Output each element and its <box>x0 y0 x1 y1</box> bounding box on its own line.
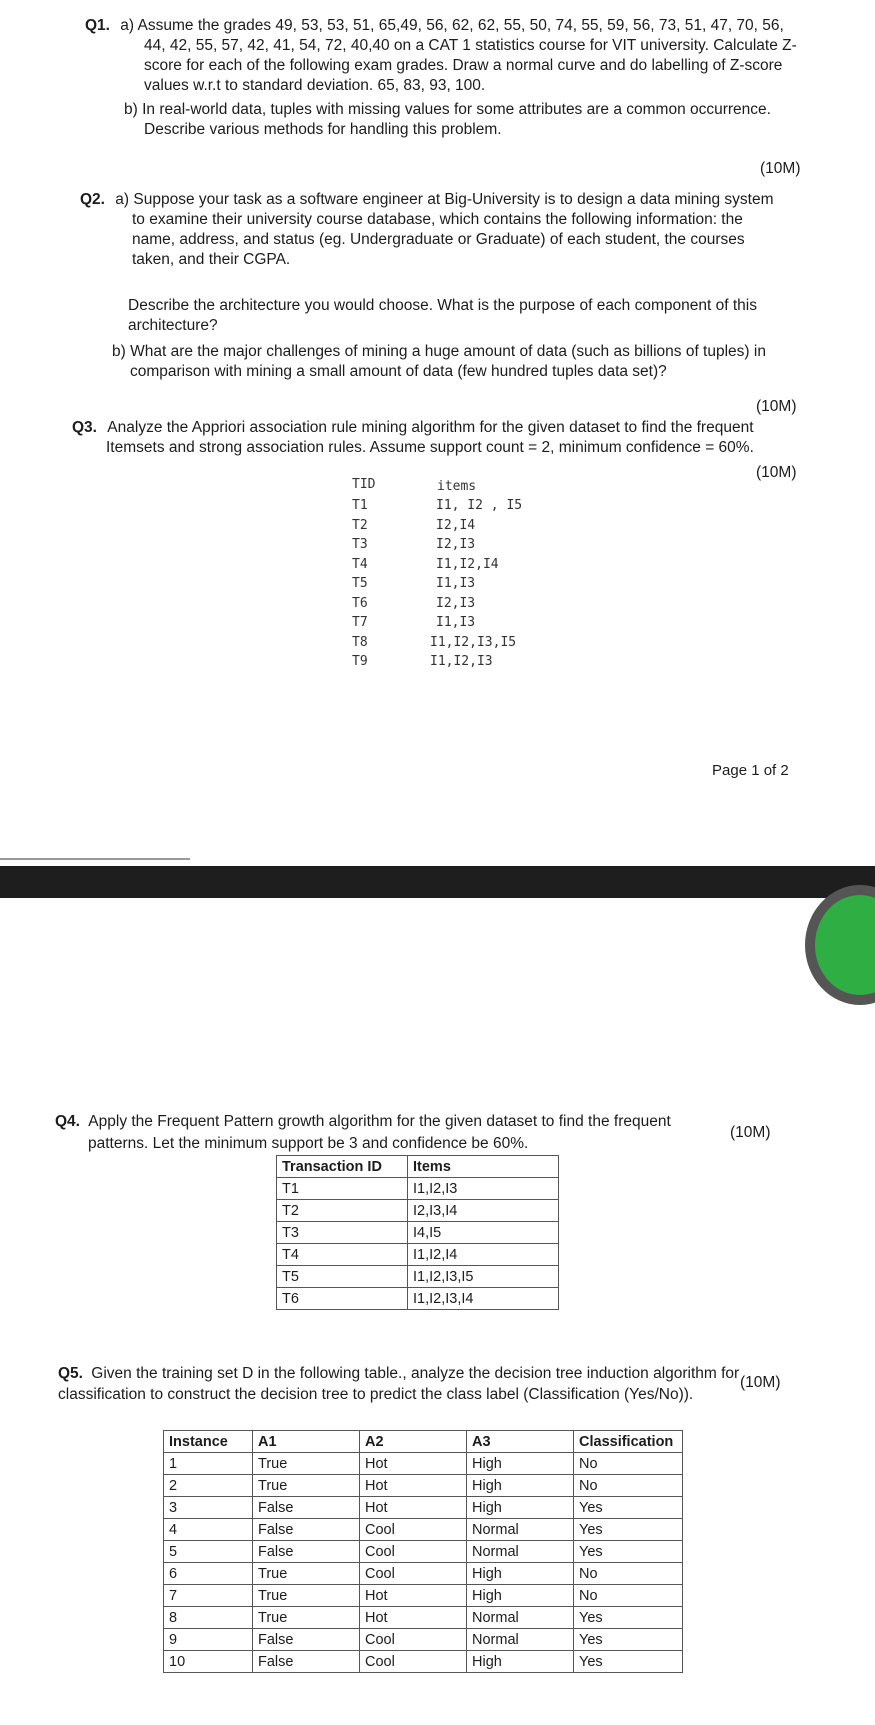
q5-block <box>58 1364 858 1383</box>
q5-cell: Yes <box>574 1519 683 1541</box>
q5-cell: False <box>253 1651 360 1673</box>
q4-cell: I1,I2,I3 <box>408 1178 559 1200</box>
q5-cell: Yes <box>574 1607 683 1629</box>
q5-cell: 5 <box>164 1541 253 1563</box>
q4-cell: T3 <box>277 1222 408 1244</box>
q5-cell: Cool <box>360 1629 467 1651</box>
q1-a-line1: a) Assume the grades 49, 53, 53, 51, 65,49, 56, 62, 62, 55, 50, 74, 55, 59, 56, 73, 51, 47, 70, 56, <box>120 17 784 34</box>
q3-row-tid: T6 <box>352 595 368 611</box>
q4-label: Q4. <box>55 1113 80 1130</box>
q5-cell: 2 <box>164 1475 253 1497</box>
q5-cell: True <box>253 1563 360 1585</box>
green-circle-icon <box>805 885 875 1005</box>
table-row <box>164 1585 683 1607</box>
q1-a-line2: 44, 42, 55, 57, 42, 41, 54, 72, 40,40 on a CAT 1 statistics course for VIT university. Calculate Z- <box>144 37 797 54</box>
q4-table <box>276 1155 559 1310</box>
q5-cell: Hot <box>360 1607 467 1629</box>
q5-cell: 10 <box>164 1651 253 1673</box>
q2-a-line5: Describe the architecture you would choose. What is the purpose of each component of this <box>128 297 757 314</box>
q3-col-items: items <box>437 479 477 494</box>
q4-cell: T5 <box>277 1266 408 1288</box>
q3-row-items: I2,I3 <box>436 595 476 611</box>
q3-row-items: I1,I2,I3 <box>430 654 493 669</box>
q5-cell: True <box>253 1475 360 1497</box>
q5-cell: No <box>574 1563 683 1585</box>
q2-a-line4: taken, and their CGPA. <box>132 251 291 268</box>
page-footer: Page 1 of 2 <box>712 762 789 779</box>
q2-a-line1: a) Suppose your task as a software engineer at Big-University is to design a data mining system <box>115 191 774 208</box>
table-row <box>277 1200 559 1222</box>
q5-cell: Hot <box>360 1453 467 1475</box>
q2-marks: (10M) <box>756 398 797 415</box>
q5-cell: True <box>253 1453 360 1475</box>
table-row <box>164 1607 683 1629</box>
q4-header-cell: Items <box>408 1156 559 1178</box>
q3-row-tid: T8 <box>352 634 368 650</box>
q1-block <box>85 16 825 35</box>
table-row <box>164 1475 683 1497</box>
q5-line2: classification to construct the decision tree to predict the class label (Classification (Yes/No)). <box>58 1386 694 1403</box>
q5-cell: Cool <box>360 1563 467 1585</box>
q4-cell: T4 <box>277 1244 408 1266</box>
q5-cell: Normal <box>467 1519 574 1541</box>
table-row <box>277 1178 559 1200</box>
q5-cell: 9 <box>164 1629 253 1651</box>
page-divider <box>0 866 875 898</box>
q4-cell: T2 <box>277 1200 408 1222</box>
q3-row-tid: T1 <box>352 498 368 513</box>
q5-label: Q5. <box>58 1365 83 1382</box>
q3-row-items: I2,I3 <box>436 537 476 552</box>
q4-header-cell: Transaction ID <box>277 1156 408 1178</box>
q5-cell: High <box>467 1497 574 1519</box>
q3-row-items: I1,I2,I3,I5 <box>430 634 517 650</box>
q5-cell: 3 <box>164 1497 253 1519</box>
q5-cell: True <box>253 1585 360 1607</box>
q2-b-line1: b) What are the major challenges of mining a huge amount of data (such as billions of tuples) in <box>112 343 766 360</box>
q3-row-items: I2,I4 <box>436 517 476 533</box>
table-row <box>164 1629 683 1651</box>
q4-cell: I1,I2,I3,I5 <box>408 1266 559 1288</box>
q2-label: Q2. <box>80 191 105 208</box>
q1-a-line3: score for each of the following exam grades. Draw a normal curve and do labelling of Z-score <box>144 57 783 74</box>
q3-label: Q3. <box>72 419 97 436</box>
q5-cell: False <box>253 1519 360 1541</box>
q3-col-tid: TID <box>352 477 376 492</box>
q2-a-line2: to examine their university course database, which contains the following information: the <box>132 211 743 228</box>
q5-cell: 4 <box>164 1519 253 1541</box>
q5-cell: False <box>253 1497 360 1519</box>
q2-a-line6: architecture? <box>128 317 218 334</box>
q5-cell: High <box>467 1585 574 1607</box>
q5-cell: 7 <box>164 1585 253 1607</box>
q5-cell: High <box>467 1475 574 1497</box>
q5-cell: No <box>574 1453 683 1475</box>
q5-cell: Hot <box>360 1475 467 1497</box>
q3-row-tid: T5 <box>352 576 368 591</box>
table-row <box>164 1541 683 1563</box>
q4-line2: patterns. Let the minimum support be 3 and confidence be 60%. <box>88 1135 529 1152</box>
q1-b-line2: Describe various methods for handling this problem. <box>144 121 502 138</box>
q4-block <box>55 1112 735 1131</box>
q5-cell: Normal <box>467 1541 574 1563</box>
q5-cell: Hot <box>360 1497 467 1519</box>
q5-cell: Yes <box>574 1651 683 1673</box>
table-row <box>164 1563 683 1585</box>
q5-cell: Cool <box>360 1651 467 1673</box>
q5-cell: Normal <box>467 1607 574 1629</box>
q5-cell: 1 <box>164 1453 253 1475</box>
q5-cell: Yes <box>574 1497 683 1519</box>
q5-cell: Yes <box>574 1629 683 1651</box>
q3-row-items: I1, I2 , I5 <box>436 498 523 513</box>
q2-b-line2: comparison with mining a small amount of data (few hundred tuples data set)? <box>130 363 667 380</box>
q4-cell: I2,I3,I4 <box>408 1200 559 1222</box>
table-row <box>277 1244 559 1266</box>
q5-cell: High <box>467 1453 574 1475</box>
q4-cell: I1,I2,I4 <box>408 1244 559 1266</box>
table-row <box>164 1497 683 1519</box>
q5-header-cell: A1 <box>253 1431 360 1453</box>
q5-cell: High <box>467 1563 574 1585</box>
q3-block <box>72 418 852 437</box>
q1-label: Q1. <box>85 17 110 34</box>
q4-cell: I1,I2,I3,I4 <box>408 1288 559 1310</box>
q3-row-items: I1,I2,I4 <box>436 556 499 572</box>
q4-line1: Apply the Frequent Pattern growth algorithm for the given dataset to find the frequent <box>88 1113 671 1130</box>
q5-header-cell: Classification <box>574 1431 683 1453</box>
q3-row-tid: T4 <box>352 556 368 572</box>
scan-edge <box>0 858 190 860</box>
q1-a-line4: values w.r.t to standard deviation. 65, 83, 93, 100. <box>144 77 486 94</box>
q5-header-cell: A2 <box>360 1431 467 1453</box>
q3-line2: Itemsets and strong association rules. Assume support count = 2, minimum confidence = 60%. <box>106 439 754 456</box>
q1-b-line1: b) In real-world data, tuples with missing values for some attributes are a common occurrence. <box>124 101 771 118</box>
q3-row-items: I1,I3 <box>436 615 476 630</box>
table-row <box>164 1453 683 1475</box>
q5-table <box>163 1430 683 1673</box>
q1-marks: (10M) <box>760 160 801 177</box>
q3-row-tid: T9 <box>352 654 368 669</box>
table-row <box>164 1519 683 1541</box>
q5-header-cell: A3 <box>467 1431 574 1453</box>
q3-row-items: I1,I3 <box>436 576 476 591</box>
q5-cell: False <box>253 1629 360 1651</box>
q2-a-line3: name, address, and status (eg. Undergraduate or Graduate) of each student, the courses <box>132 231 745 248</box>
q5-cell: No <box>574 1475 683 1497</box>
table-row <box>277 1266 559 1288</box>
table-row <box>277 1222 559 1244</box>
q3-row-tid: T7 <box>352 615 368 630</box>
q5-cell: False <box>253 1541 360 1563</box>
q5-table-header <box>164 1431 683 1453</box>
q5-cell: 8 <box>164 1607 253 1629</box>
q4-cell: I4,I5 <box>408 1222 559 1244</box>
q4-cell: T1 <box>277 1178 408 1200</box>
q5-cell: Normal <box>467 1629 574 1651</box>
q4-cell: T6 <box>277 1288 408 1310</box>
q3-row-tid: T2 <box>352 517 368 533</box>
q5-header-cell: Instance <box>164 1431 253 1453</box>
q5-cell: Cool <box>360 1541 467 1563</box>
q5-cell: High <box>467 1651 574 1673</box>
table-row <box>277 1288 559 1310</box>
q2-block <box>80 190 840 209</box>
q5-cell: 6 <box>164 1563 253 1585</box>
q4-marks: (10M) <box>730 1124 771 1141</box>
q5-cell: Hot <box>360 1585 467 1607</box>
q4-table-header <box>277 1156 559 1178</box>
q5-cell: Yes <box>574 1541 683 1563</box>
q5-cell: True <box>253 1607 360 1629</box>
q5-line1: Given the training set D in the following table., analyze the decision tree induction algorithm for <box>91 1365 740 1382</box>
q3-row-tid: T3 <box>352 537 368 552</box>
q5-cell: No <box>574 1585 683 1607</box>
table-row <box>164 1651 683 1673</box>
q5-cell: Cool <box>360 1519 467 1541</box>
q3-marks: (10M) <box>756 464 797 481</box>
q3-line1: Analyze the Appriori association rule mining algorithm for the given dataset to find the frequent <box>107 419 754 436</box>
q5-marks: (10M) <box>740 1374 781 1391</box>
